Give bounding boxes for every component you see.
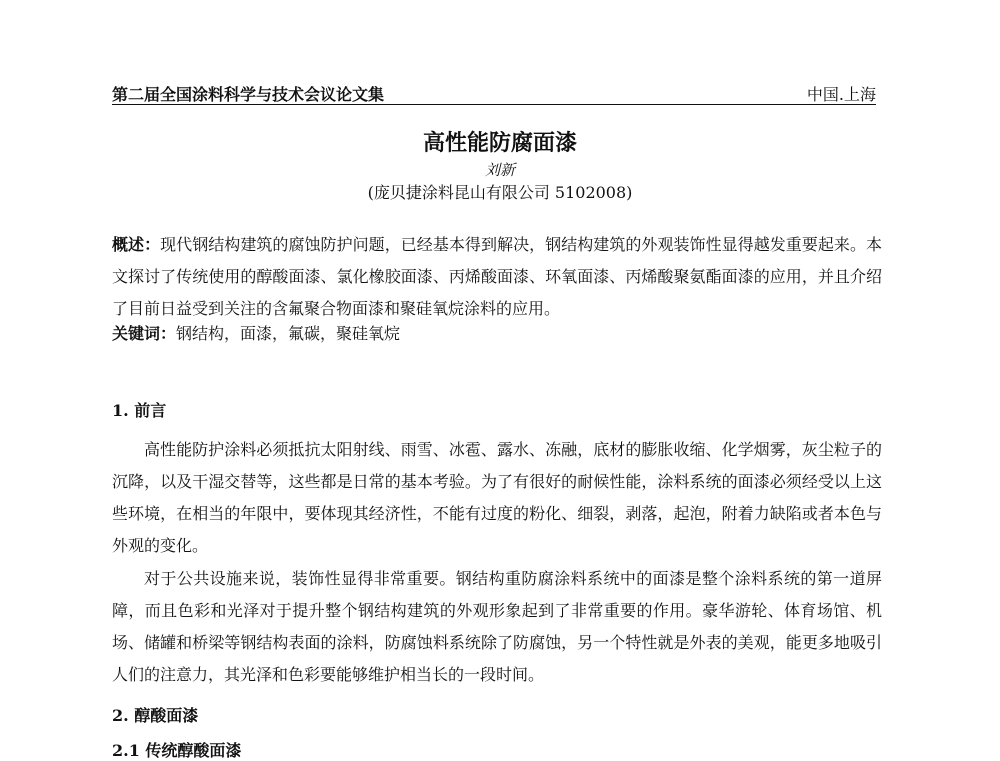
conference-location: 中国.上海 — [806, 85, 876, 104]
running-header — [112, 82, 876, 105]
keywords-label: 关键词： — [112, 324, 177, 343]
intro-paragraph-2: 对于公共设施来说，装饰性显得非常重要。钢结构重防腐涂料系统中的面漆是整个涂料系统的第一道屏障，而且色彩和光泽对于提升整个钢结构建筑的外观形象起到了非常重要的作用。豪华游轮、体育场馆、机场、储罐和桥梁等钢结构表面的涂料，防腐蚀料系统除了防腐蚀，另一个特性就是外表的美观，能更多地吸引人们的注意力，其光泽和色彩要能够维护相当长的一段时间。 — [112, 569, 882, 684]
keywords — [112, 320, 882, 348]
abstract — [112, 229, 882, 325]
author-affiliation: (庞贝捷涂料昆山有限公司 5102008) — [367, 183, 633, 202]
intro-paragraph-1: 高性能防护涂料必须抵抗太阳射线、雨雪、冰雹、露水、冻融，底材的膨胀收缩、化学烟雾，灰尘粒子的沉降，以及干湿交替等，这些都是日常的基本考验。为了有很好的耐候性能，涂料系统的面漆必须经受以上这些环境，在相当的年限中，要体现其经济性，不能有过度的粉化、细裂，剥落，起泡，附着力缺陷或者本色与外观的变化。 — [112, 440, 882, 555]
section-heading-intro: 1. 前言 — [112, 401, 167, 420]
subsection-heading-alkyd: 2.1 传统醇酸面漆 — [112, 741, 242, 760]
abstract-text: 现代钢结构建筑的腐蚀防护问题，已经基本得到解决，钢结构建筑的外观装饰性显得越发重要起来。本文探讨了传统使用的醇酸面漆、氯化橡胶面漆、丙烯酸面漆、环氧面漆、丙烯酸聚氨酯面漆的应用，并且介绍了目前日益受到关注的含氟聚合物面漆和聚硅氧烷涂料的应用。 — [112, 235, 882, 318]
abstract-label: 概述： — [112, 235, 161, 254]
paper-title: 高性能防腐面漆 — [422, 130, 577, 156]
proceedings-title: 第二届全国涂料科学与技术会议论文集 — [112, 85, 385, 104]
keywords-text: 钢结构，面漆，氟碳，聚硅氧烷 — [176, 324, 401, 343]
paper-author: 刘新 — [484, 161, 515, 179]
section-heading-alkyd: 2. 醇酸面漆 — [112, 706, 199, 725]
